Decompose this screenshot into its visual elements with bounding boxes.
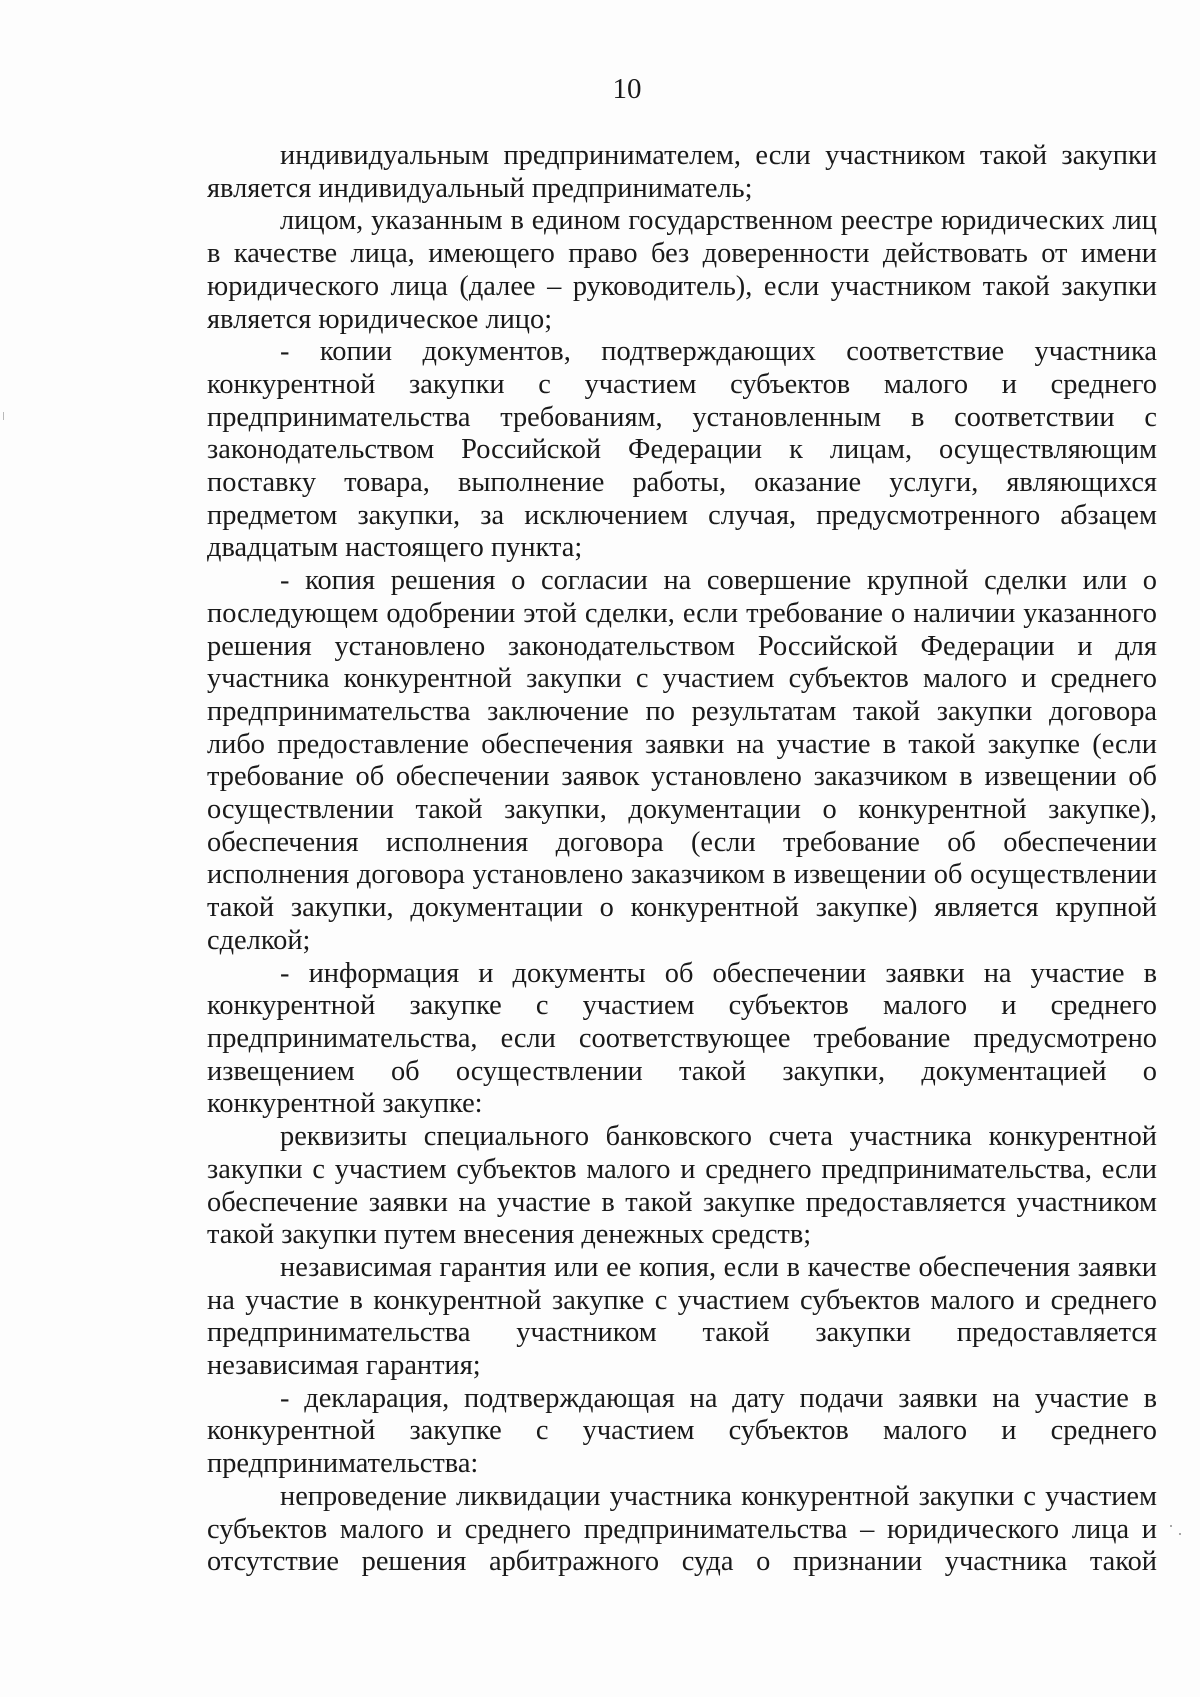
paragraph-8: - декларация, подтверждающая на дату подачи заявки на участие в конкурентной закупке с участием субъектов малого и среднего предпринимательства: <box>207 1382 1157 1480</box>
paragraph-9: непроведение ликвидации участника конкурентной закупки с участием субъектов малого и среднего предпринимательства – юридического лица и отсутствие решения арбитражного суда о признании участника такой <box>207 1480 1157 1578</box>
scan-speck <box>1170 1525 1172 1527</box>
document-body <box>207 140 1157 1579</box>
paragraph-2: лицом, указанным в едином государственном реестре юридических лиц в качестве лица, имеющего право без доверенности действовать от имени юридического лица (далее – руководитель), если участником такой закупки является юридическое лицо; <box>207 205 1157 335</box>
scan-edge-mark <box>3 412 4 420</box>
paragraph-7: независимая гарантия или ее копия, если в качестве обеспечения заявки на участие в конкурентной закупке с участием субъектов малого и среднего предпринимательства участником такой закупки предоставляется независимая гарантия; <box>207 1251 1157 1382</box>
paragraph-1: индивидуальным предпринимателем, если участником такой закупки является индивидуальный предприниматель; <box>207 140 1157 204</box>
paragraph-6: реквизиты специального банковского счета участника конкурентной закупки с участием субъектов малого и среднего предпринимательства, если обеспечение заявки на участие в такой закупке предоставляется участником такой закупки путем внесения денежных средств; <box>207 1121 1157 1251</box>
scan-speck <box>1179 1533 1181 1535</box>
paragraph-5: - информация и документы об обеспечении заявки на участие в конкурентной закупке с участием субъектов малого и среднего предпринимательства, если соответствующее требование предусмотрено извещением об осуществлении такой закупки, документацией о конкурентной закупке: <box>207 957 1157 1120</box>
page-number: 10 <box>612 73 642 105</box>
paragraph-3: - копии документов, подтверждающих соответствие участника конкурентной закупки с участием субъектов малого и среднего предпринимательства требованиям, установленным в соответствии с законодательством Российской Федерации к лицам, осуществляющим поставку товара, выполнение работы, оказание услуги, являющихся предметом закупки, за исключением случая, предусмотренного абзацем двадцатым настоящего пункта; <box>207 336 1157 564</box>
paragraph-4: - копия решения о согласии на совершение крупной сделки или о последующем одобрении этой сделки, если требование о наличии указанного решения установлено законодательством Российской Федерации и для участника конкурентной закупки с участием субъектов малого и среднего предпринимательства заключение по результатам такой закупки договора либо предоставление обеспечения заявки на участие в такой закупке (если требование об обеспечении заявок установлено заказчиком в извещении об осуществлении такой закупки, документации о конкурентной закупке), обеспечения исполнения договора (если требование об обеспечении исполнения договора установлено заказчиком в извещении об осуществлении такой закупки, документации о конкурентной закупке) является крупной сделкой; <box>207 565 1157 956</box>
